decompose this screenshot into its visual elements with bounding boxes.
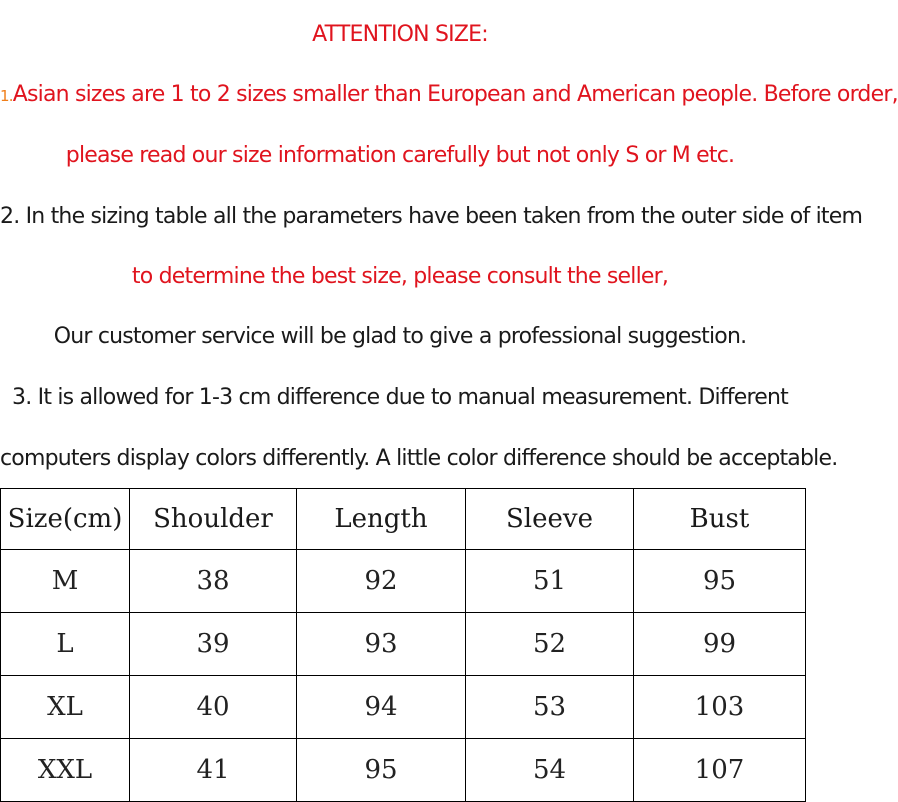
size-table-container xyxy=(0,488,800,800)
header-sleeve: Sleeve xyxy=(466,489,634,550)
note-line-1 xyxy=(0,80,898,111)
note-line-1-text: Asian sizes are 1 to 2 sizes smaller than European and American people. Before order, xyxy=(12,82,898,107)
cell-bust: 107 xyxy=(634,739,806,802)
table-header-row xyxy=(1,489,806,550)
header-size: Size(cm) xyxy=(1,489,130,550)
cell-sleeve: 52 xyxy=(466,613,634,676)
note-number-1: 1. xyxy=(0,87,13,105)
table-row xyxy=(1,613,806,676)
cell-shoulder: 41 xyxy=(130,739,297,802)
note-line-3: 2. In the sizing table all the parameters have been taken from the outer side of item xyxy=(0,204,863,229)
cell-size: M xyxy=(1,550,130,613)
cell-length: 94 xyxy=(297,676,466,739)
table-row xyxy=(1,550,806,613)
cell-length: 95 xyxy=(297,739,466,802)
note-line-6: 3. It is allowed for 1-3 cm difference due to manual measurement. Different xyxy=(12,385,788,410)
cell-length: 93 xyxy=(297,613,466,676)
cell-length: 92 xyxy=(297,550,466,613)
cell-size: XL xyxy=(1,676,130,739)
cell-sleeve: 53 xyxy=(466,676,634,739)
cell-size: XXL xyxy=(1,739,130,802)
note-line-7: computers display colors differently. A little color difference should be acceptable. xyxy=(0,446,838,471)
header-length: Length xyxy=(297,489,466,550)
table-row xyxy=(1,676,806,739)
cell-bust: 99 xyxy=(634,613,806,676)
note-line-5: Our customer service will be glad to give a professional suggestion. xyxy=(53,324,747,349)
cell-bust: 95 xyxy=(634,550,806,613)
cell-shoulder: 38 xyxy=(130,550,297,613)
header-bust: Bust xyxy=(634,489,806,550)
note-line-4: to determine the best size, please consult the seller, xyxy=(131,264,669,289)
cell-sleeve: 51 xyxy=(466,550,634,613)
size-table xyxy=(0,488,806,802)
header-shoulder: Shoulder xyxy=(130,489,297,550)
cell-shoulder: 39 xyxy=(130,613,297,676)
attention-title: ATTENTION SIZE: xyxy=(312,22,488,47)
cell-bust: 103 xyxy=(634,676,806,739)
cell-size: L xyxy=(1,613,130,676)
table-row xyxy=(1,739,806,802)
note-line-2: please read our size information carefully but not only S or M etc. xyxy=(65,143,735,168)
cell-sleeve: 54 xyxy=(466,739,634,802)
cell-shoulder: 40 xyxy=(130,676,297,739)
